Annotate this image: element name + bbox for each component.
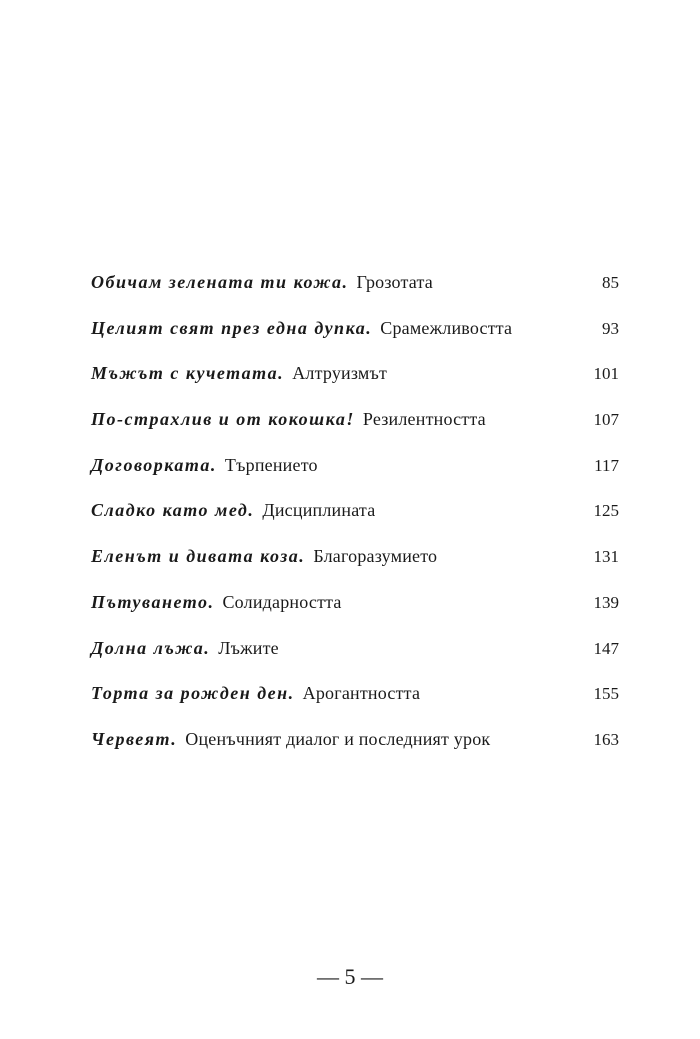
toc-entry [91, 500, 619, 546]
entry-theme: Благоразумието [313, 546, 438, 567]
entry-title: Червеят. [91, 728, 178, 749]
entry-page-number: 131 [593, 547, 619, 567]
toc-entry [91, 272, 619, 318]
entry-theme: Грозотата [356, 272, 433, 292]
entry-title: Сладко като мед. [91, 500, 255, 521]
entry-title: Мъжът с кучетата. [91, 363, 285, 384]
toc-entry [91, 638, 619, 684]
toc-entry [91, 409, 619, 455]
entry-page-number: 107 [593, 410, 619, 430]
entry-title: Торта за рожден ден. [91, 683, 295, 704]
entry-theme: Търпението [224, 454, 318, 475]
entry-theme: Оценъчният диалог и последният урок [185, 728, 491, 749]
entry-page-number: 163 [593, 729, 619, 749]
entry-page-number: 117 [594, 455, 619, 475]
entry-theme: Лъжите [218, 637, 279, 658]
entry-page-number: 139 [593, 592, 619, 612]
toc-entry [91, 729, 619, 775]
entry-title: Договорката. [91, 454, 217, 475]
toc-entry [91, 546, 619, 592]
entry-title: Еленът и дивата коза. [91, 546, 306, 567]
table-of-contents [91, 272, 619, 775]
entry-page-number: 85 [602, 273, 619, 292]
page-number: — 5 — [317, 964, 383, 989]
entry-page-number: 147 [593, 638, 619, 658]
entry-title: По-страхлив и от кокошка! [91, 409, 355, 430]
entry-theme: Срамежливостта [380, 317, 513, 338]
entry-page-number: 101 [593, 364, 619, 384]
entry-page-number: 93 [602, 318, 619, 338]
entry-title: Обичам зелената ти кожа. [91, 272, 349, 292]
entry-theme: Солидарността [222, 591, 342, 612]
toc-entry [91, 455, 619, 501]
entry-theme: Арогантността [302, 683, 421, 704]
toc-entry [91, 318, 619, 364]
entry-page-number: 125 [593, 501, 619, 521]
toc-entry [91, 683, 619, 729]
toc-entry [91, 592, 619, 638]
toc-entry [91, 363, 619, 409]
entry-theme: Алтруизмът [292, 363, 388, 384]
entry-theme: Резилентността [362, 409, 486, 430]
entry-title: Долна лъжа. [91, 637, 211, 658]
entry-theme: Дисциплината [262, 500, 376, 521]
entry-title: Целият свят през една дупка. [91, 317, 373, 338]
entry-title: Пътуването. [91, 591, 215, 612]
entry-page-number: 155 [593, 684, 619, 704]
